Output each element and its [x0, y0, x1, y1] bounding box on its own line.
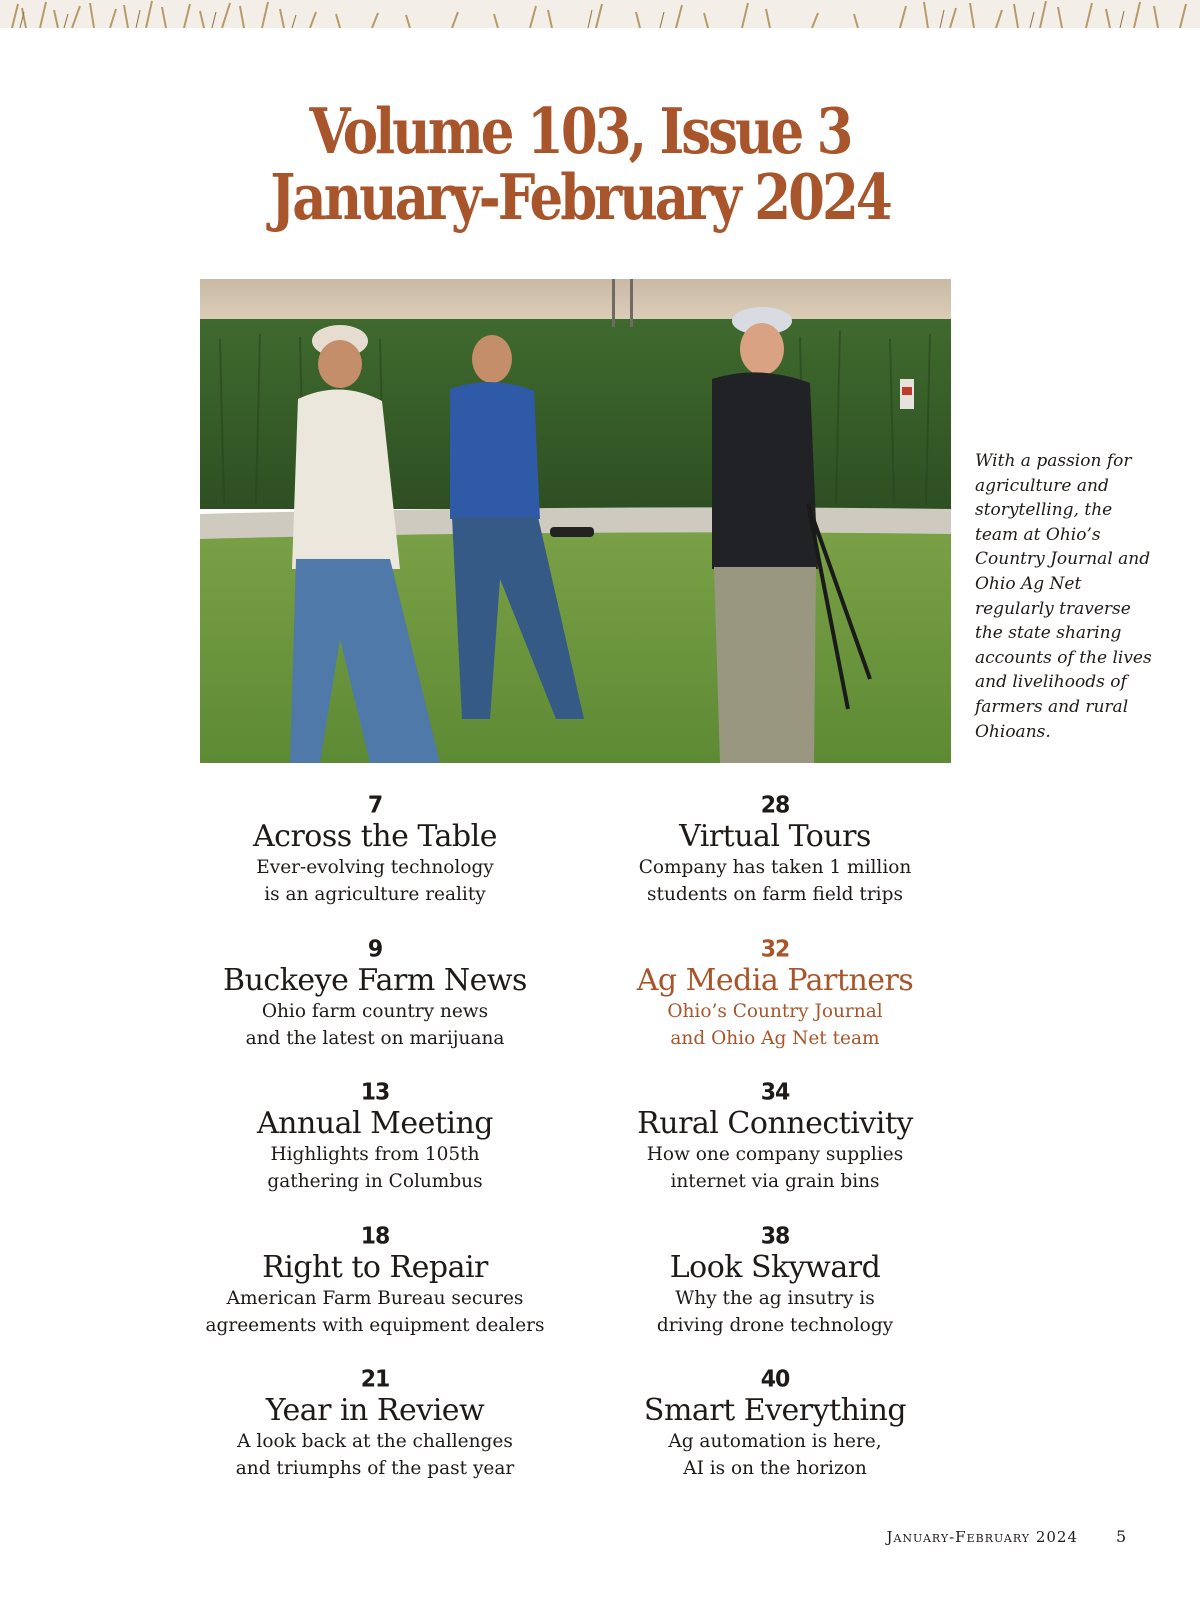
- toc-entry-virtual-tours[interactable]: [565, 793, 985, 908]
- issue-date-title: January-February 2024: [270, 161, 890, 235]
- toc-description-line: How one company supplies: [646, 1144, 904, 1165]
- toc-description-line: is an agriculture reality: [264, 883, 486, 905]
- toc-title: Annual Meeting: [256, 1106, 494, 1141]
- toc-description-line: and triumphs of the past year: [235, 1457, 515, 1479]
- toc-title: Rural Connectivity: [637, 1106, 913, 1141]
- toc-page-number: 13: [360, 1079, 390, 1106]
- toc-title: Look Skyward: [669, 1250, 881, 1285]
- toc-description-line: internet via grain bins: [670, 1170, 880, 1192]
- toc-entry-smart-everything[interactable]: [565, 1367, 985, 1482]
- corn-stubble-banner: [0, 0, 1200, 28]
- photo-caption: With a passion for agriculture and storytelling, the team at Ohio’s Country Journal and Ohio Ag Net regularly traverse the state sharing accounts of the lives and livelihoods of farmers and rural Ohioans.: [975, 451, 1152, 742]
- toc-entry-annual-meeting[interactable]: [165, 1080, 585, 1195]
- toc-page-number: 7: [367, 792, 383, 819]
- toc-description-line: gathering in Columbus: [267, 1170, 483, 1192]
- toc-page-number: 32: [760, 936, 790, 963]
- toc-page-number: 28: [760, 792, 790, 819]
- toc-description: [565, 1429, 985, 1482]
- toc-description-line: Ag automation is here,: [668, 1431, 882, 1452]
- toc-description-line: A look back at the challenges: [237, 1431, 513, 1452]
- page-number: 5: [1116, 1527, 1127, 1546]
- toc-title: Year in Review: [265, 1393, 485, 1428]
- toc-description: [565, 855, 985, 908]
- toc-title: Smart Everything: [643, 1393, 907, 1428]
- toc-description: [565, 1286, 985, 1339]
- stubble-image: [0, 0, 1200, 28]
- toc-description-line: students on farm field trips: [647, 883, 903, 905]
- toc-description: [565, 999, 985, 1052]
- cover-photo: [200, 279, 951, 763]
- toc-entry-ag-media-partners[interactable]: [565, 937, 985, 1052]
- toc-entry-across-the-table[interactable]: [165, 793, 585, 908]
- toc-page-number: 21: [360, 1366, 390, 1393]
- toc-page-number: 34: [760, 1079, 790, 1106]
- toc-description-line: AI is on the horizon: [683, 1457, 867, 1479]
- toc-description-line: and the latest on marijuana: [245, 1027, 505, 1049]
- toc-title: Virtual Tours: [679, 819, 871, 854]
- toc-description-line: driving drone technology: [656, 1314, 894, 1336]
- toc-description: [165, 1429, 585, 1482]
- toc-page-number: 38: [760, 1223, 790, 1250]
- toc-entry-year-in-review[interactable]: [165, 1367, 585, 1482]
- toc-description-line: Ohio’s Country Journal: [667, 1001, 883, 1022]
- toc-description-line: and Ohio Ag Net team: [670, 1027, 880, 1049]
- toc-entry-buckeye-farm-news[interactable]: [165, 937, 585, 1052]
- toc-page-number: 18: [360, 1223, 390, 1250]
- toc-description-line: Why the ag insutry is: [675, 1288, 875, 1309]
- toc-description: [565, 1142, 985, 1195]
- toc-title: Across the Table: [253, 819, 497, 854]
- toc-title: Buckeye Farm News: [223, 963, 527, 998]
- toc-description-line: agreements with equipment dealers: [205, 1314, 545, 1336]
- toc-title: Right to Repair: [262, 1250, 488, 1285]
- toc-description: [165, 855, 585, 908]
- toc-description: [165, 1286, 585, 1339]
- toc-entry-right-to-repair[interactable]: [165, 1224, 585, 1339]
- toc-page-number: 40: [760, 1366, 790, 1393]
- toc-description: [165, 999, 585, 1052]
- toc-description: [165, 1142, 585, 1195]
- toc-description-line: Ohio farm country news: [261, 1001, 489, 1022]
- issue-title: Volume 103, Issue 3: [309, 95, 851, 169]
- footer-issue-label: January-February 2024: [886, 1528, 1078, 1546]
- toc-page-number: 9: [367, 936, 383, 963]
- toc-description-line: Ever-evolving technology: [256, 857, 494, 878]
- toc-entry-rural-connectivity[interactable]: [565, 1080, 985, 1195]
- toc-description-line: Company has taken 1 million: [638, 857, 912, 878]
- field-interview-photo: [200, 279, 951, 763]
- toc-entry-look-skyward[interactable]: [565, 1224, 985, 1339]
- toc-title: Ag Media Partners: [636, 963, 914, 998]
- toc-description-line: Highlights from 105th: [270, 1144, 480, 1165]
- toc-description-line: American Farm Bureau secures: [226, 1288, 524, 1309]
